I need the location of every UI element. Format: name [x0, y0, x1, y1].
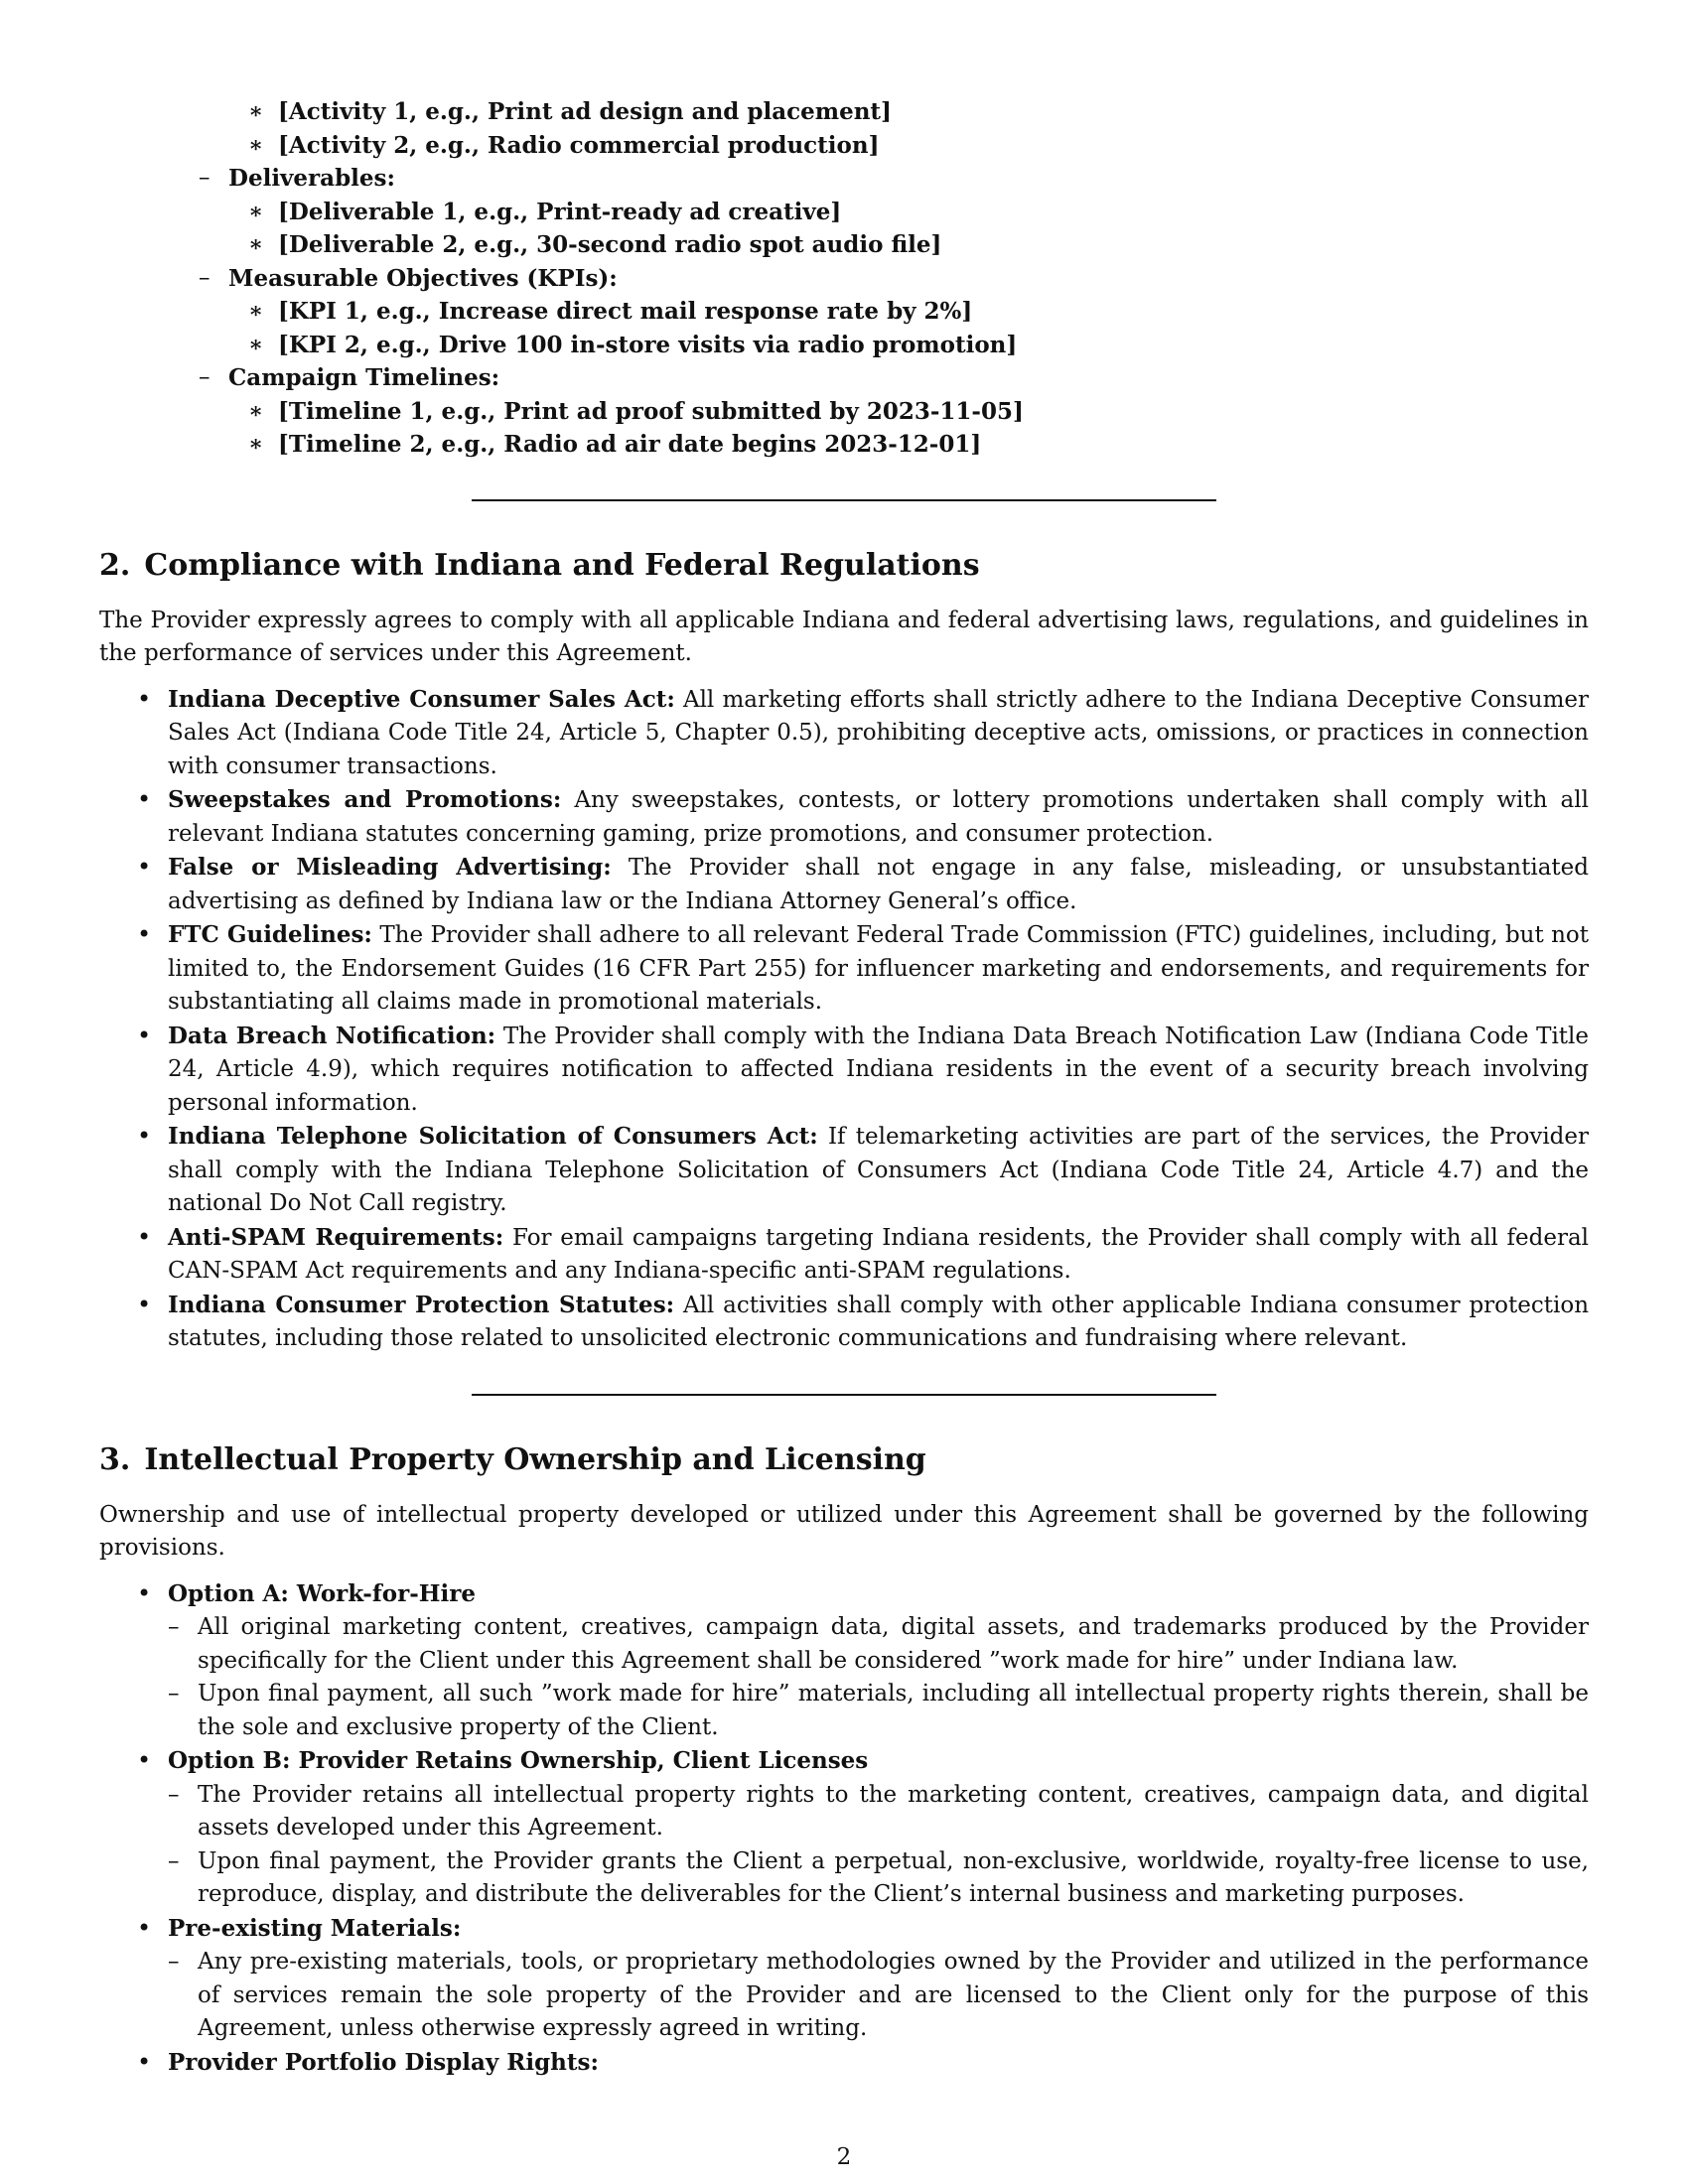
ip-option-label: Option A: Work-for-Hire	[168, 1579, 476, 1607]
section-2-heading	[99, 547, 1589, 585]
section-2-number: 2.	[99, 547, 131, 583]
page-number: 2	[836, 2144, 852, 2170]
kpi-item: ∗ [KPI 1, e.g., Increase direct mail response rate by 2%]	[248, 295, 1589, 329]
compliance-item	[99, 683, 1589, 784]
activity-item: ∗ [Activity 1, e.g., Print ad design and placement]	[248, 95, 1589, 129]
timelines-label: Campaign Timelines:	[228, 364, 500, 391]
section-2-title: Compliance with Indiana and Federal Regulations	[144, 547, 980, 583]
kpis-label: Measurable Objectives (KPIs):	[228, 264, 618, 292]
compliance-item	[99, 1020, 1589, 1121]
compliance-item	[99, 918, 1589, 1020]
section-3-intro: Ownership and use of intellectual property developed or utilized under this Agreement shall be governed by the following provisions.	[99, 1501, 1589, 1561]
compliance-item-label: Indiana Deceptive Consumer Sales Act:	[168, 685, 675, 713]
ip-option-label: Provider Portfolio Display Rights:	[168, 2048, 599, 2076]
ip-option	[99, 1744, 1589, 1912]
compliance-item	[99, 1221, 1589, 1289]
compliance-item-label: Sweepstakes and Promotions:	[168, 786, 562, 813]
compliance-item-text: The Provider shall adhere to all relevant Federal Trade Commission (FTC) guidelines, including, but not limited to, the Endorsement Guides (16 CFR Part 255) for influencer marketing and endorsements, and requirements for substantiating all claims made in promotional materials.	[168, 922, 1590, 1015]
compliance-item-label: False or Misleading Advertising:	[168, 854, 612, 881]
compliance-item-label: Data Breach Notification:	[168, 1022, 496, 1049]
ip-option-subitem: – Upon final payment, the Provider grants the Client a perpetual, non-exclusive, worldwide, royalty-free license to use, reproduce, display, and distribute the deliverables for the Client’s internal business and marketing purposes.	[168, 1845, 1589, 1912]
section-3-number: 3.	[99, 1441, 131, 1477]
ip-option	[99, 1912, 1589, 2046]
compliance-list	[99, 683, 1589, 1356]
deliverables-heading: – Deliverables:	[199, 165, 395, 192]
compliance-item	[99, 851, 1589, 918]
compliance-item-text: All activities shall comply with other applicable Indiana consumer protection statutes, including those related to unsolicited electronic communications and fundraising where relevant.	[168, 1292, 1590, 1351]
section-3-title: Intellectual Property Ownership and Licensing	[144, 1441, 926, 1477]
document-page	[99, 95, 1589, 2080]
compliance-item-label: Indiana Telephone Solicitation of Consumers Act:	[168, 1123, 818, 1150]
compliance-item	[99, 783, 1589, 851]
ip-options-list	[99, 1577, 1589, 2081]
timeline-item: ∗ [Timeline 1, e.g., Print ad proof submitted by 2023-11-05]	[248, 395, 1589, 429]
ip-option-subitem: – The Provider retains all intellectual property rights to the marketing content, creatives, campaign data, and digital assets developed under this Agreement.	[168, 1779, 1589, 1845]
compliance-item-label: Indiana Consumer Protection Statutes:	[168, 1291, 675, 1318]
section-divider	[472, 499, 1216, 501]
scope-continuation	[199, 95, 1589, 462]
ip-option-subitem: – All original marketing content, creatives, campaign data, digital assets, and trademarks produced by the Provider specifically for the Client under this Agreement shall be considered ”work made for hire” under Indiana law.	[168, 1611, 1589, 1678]
compliance-item-text: The Provider shall comply with the Indiana Data Breach Notification Law (Indiana Code Title 24, Article 4.9), which requires notification to affected Indiana residents in the event of a security breach involving personal information.	[168, 1023, 1590, 1116]
section-2-intro: The Provider expressly agrees to comply with all applicable Indiana and federal advertising laws, regulations, and guidelines in the performance of services under this Agreement.	[99, 607, 1589, 666]
compliance-item-label: Anti-SPAM Requirements:	[168, 1223, 504, 1251]
compliance-item-text: For email campaigns targeting Indiana residents, the Provider shall comply with all federal CAN-SPAM Act requirements and any Indiana-specific anti-SPAM regulations.	[168, 1224, 1590, 1284]
ip-option-sublist	[168, 1946, 1589, 2046]
timeline-item: ∗ [Timeline 2, e.g., Radio ad air date begins 2023-12-01]	[248, 428, 1589, 462]
activities-list	[248, 95, 1589, 162]
ip-option-sublist	[168, 1779, 1589, 1912]
timelines-heading: – Campaign Timelines:	[199, 364, 500, 391]
ip-option-subitem: – Upon final payment, all such ”work made for hire” materials, including all intellectual property rights therein, shall be the sole and exclusive property of the Client.	[168, 1678, 1589, 1744]
timelines-list	[248, 395, 1589, 462]
ip-option-subitem: – Any pre-existing materials, tools, or proprietary methodologies owned by the Provider and utilized in the performance of services remain the sole property of the Provider and are licensed to the Client only for the purpose of this Agreement, unless otherwise expressly agreed in writing.	[168, 1946, 1589, 2046]
compliance-item-label: FTC Guidelines:	[168, 921, 372, 948]
ip-option-sublist	[168, 1611, 1589, 1744]
compliance-item-text: The Provider shall not engage in any false, misleading, or unsubstantiated advertising as defined by Indiana law or the Indiana Attorney General’s office.	[168, 855, 1590, 914]
kpi-item: ∗ [KPI 2, e.g., Drive 100 in-store visits via radio promotion]	[248, 329, 1589, 362]
deliverable-item: ∗ [Deliverable 1, e.g., Print-ready ad creative]	[248, 196, 1589, 229]
deliverables-label: Deliverables:	[228, 165, 395, 192]
section-3-heading	[99, 1441, 1589, 1479]
kpis-list	[248, 295, 1589, 361]
deliverable-item: ∗ [Deliverable 2, e.g., 30-second radio spot audio file]	[248, 228, 1589, 262]
ip-option	[99, 2046, 1589, 2081]
compliance-item	[99, 1120, 1589, 1221]
ip-option	[99, 1577, 1589, 1745]
compliance-item-text: All marketing efforts shall strictly adhere to the Indiana Deceptive Consumer Sales Act (Indiana Code Title 24, Article 5, Chapter 0.5), prohibiting deceptive acts, omissions, or practices in connection with consumer transactions.	[168, 686, 1589, 779]
activity-item: ∗ [Activity 2, e.g., Radio commercial production]	[248, 129, 1589, 163]
section-divider	[472, 1394, 1216, 1396]
compliance-item-text: Any sweepstakes, contests, or lottery promotions undertaken shall comply with all relevant Indiana statutes concerning gaming, prize promotions, and consumer protection.	[168, 787, 1589, 847]
compliance-item	[99, 1289, 1589, 1356]
deliverables-list	[248, 196, 1589, 262]
kpis-heading: – Measurable Objectives (KPIs):	[199, 264, 618, 292]
compliance-item-text: If telemarketing activities are part of the services, the Provider shall comply with the Indiana Telephone Solicitation of Consumers Act (Indiana Code Title 24, Article 4.7) and the national Do Not Call registry.	[168, 1124, 1590, 1216]
ip-option-label: Option B: Provider Retains Ownership, Client Licenses	[168, 1747, 869, 1774]
ip-option-label: Pre-existing Materials:	[168, 1914, 462, 1942]
